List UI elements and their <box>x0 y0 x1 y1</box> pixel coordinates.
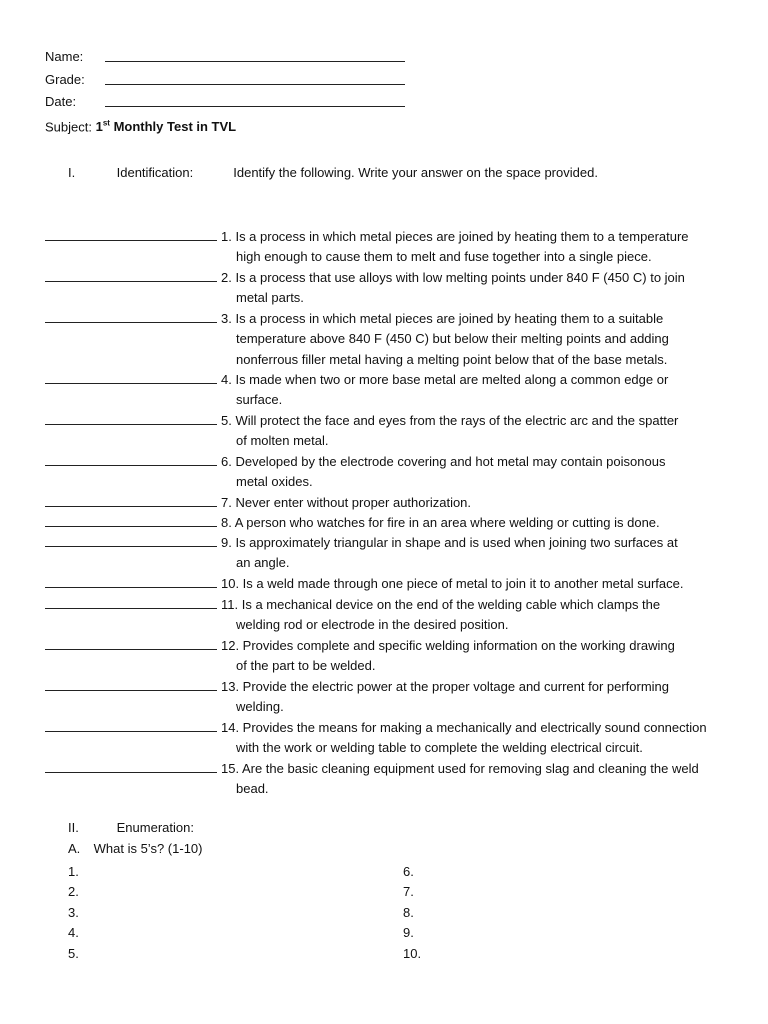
item-text <box>221 574 741 594</box>
section-title: Enumeration: <box>116 820 194 835</box>
item-line: 1. Is a process in which metal pieces are joined by heating them to a temperature <box>221 229 689 244</box>
name-label: Name: <box>45 49 84 64</box>
section-instruction: Identify the following. Write your answer on the space provided. <box>233 165 598 180</box>
item-line: 14. Provides the means for making a mechanically and electrically sound connection <box>221 720 707 735</box>
answer-blank-line[interactable] <box>45 772 217 773</box>
item-line: temperature above 840 F (450 C) but below their melting points and adding <box>236 331 669 347</box>
section-number: I. <box>68 165 76 180</box>
enumeration-number: 9. <box>403 925 414 941</box>
answer-blank-line[interactable] <box>45 424 217 425</box>
item-line: metal oxides. <box>236 474 313 490</box>
item-line: welding. <box>236 699 284 715</box>
section-title: Identification: <box>116 165 194 180</box>
item-line: 7. Never enter without proper authorization. <box>221 495 472 510</box>
date-row <box>45 93 105 110</box>
item-text <box>221 677 741 718</box>
subject-title: 1st Monthly Test in TVL <box>95 119 237 135</box>
item-text <box>221 309 741 370</box>
item-line: 13. Provide the electric power at the proper voltage and current for performing <box>221 679 670 694</box>
subject-row <box>45 115 236 135</box>
answer-blank-line[interactable] <box>45 506 217 507</box>
item-line: 15. Are the basic cleaning equipment used for removing slag and cleaning the weld <box>221 761 699 776</box>
item-text <box>221 636 741 677</box>
name-row <box>45 48 105 65</box>
item-line: with the work or welding table to complete the welding electrical circuit. <box>236 740 643 756</box>
enumeration-right-column <box>403 862 421 964</box>
item-line: 3. Is a process in which metal pieces are joined by heating them to a suitable <box>221 311 664 326</box>
answer-blank-line[interactable] <box>45 526 217 527</box>
item-line: bead. <box>236 781 269 797</box>
answer-blank-line[interactable] <box>45 465 217 466</box>
question-text: What is 5’s? (1-10) <box>93 841 203 856</box>
item-line: nonferrous filler metal having a melting point below that of the base metals. <box>236 351 668 367</box>
item-line: 4. Is made when two or more base metal are melted along a common edge or <box>221 372 669 387</box>
name-blank-line[interactable] <box>105 61 405 62</box>
item-line: 6. Developed by the electrode covering and hot metal may contain poisonous <box>221 454 666 469</box>
item-text <box>221 268 741 309</box>
item-line: an angle. <box>236 555 290 571</box>
item-line: metal parts. <box>236 290 304 306</box>
enumeration-number: 1. <box>68 864 79 879</box>
grade-row <box>45 71 105 88</box>
date-label: Date: <box>45 94 77 109</box>
item-line: 12. Provides complete and specific welding information on the working drawing <box>221 638 675 653</box>
answer-blank-line[interactable] <box>45 608 217 609</box>
item-text <box>221 411 741 452</box>
item-line: 10. Is a weld made through one piece of metal to join it to another metal surface. <box>221 576 684 591</box>
enumeration-number: 5. <box>68 945 79 961</box>
item-text <box>221 370 741 411</box>
item-text <box>221 452 741 493</box>
item-line: 5. Will protect the face and eyes from the rays of the electric arc and the spatter <box>221 413 679 428</box>
enumeration-number: 2. <box>68 884 79 900</box>
item-text <box>221 533 741 574</box>
answer-blank-line[interactable] <box>45 731 217 732</box>
section-enumeration-heading <box>68 820 194 835</box>
answer-blank-line[interactable] <box>45 240 217 241</box>
grade-blank-line[interactable] <box>105 84 405 85</box>
enumeration-number: 6. <box>403 864 414 879</box>
item-line: of the part to be welded. <box>236 658 376 674</box>
item-line: 8. A person who watches for fire in an area where welding or cutting is done. <box>221 515 660 530</box>
item-line: surface. <box>236 392 283 408</box>
enumeration-question <box>68 841 202 856</box>
subject-label: Subject: <box>45 119 92 135</box>
answer-blank-line[interactable] <box>45 649 217 650</box>
item-line: high enough to cause them to melt and fuse together into a single piece. <box>236 249 652 265</box>
item-text <box>221 513 741 533</box>
answer-blank-line[interactable] <box>45 383 217 384</box>
answer-blank-line[interactable] <box>45 546 217 547</box>
item-text <box>221 718 741 759</box>
section-identification-heading <box>68 165 598 180</box>
enumeration-number: 4. <box>68 925 79 941</box>
section-number: II. <box>68 820 79 835</box>
answer-blank-line[interactable] <box>45 281 217 282</box>
answer-blank-line[interactable] <box>45 587 217 588</box>
item-line: welding rod or electrode in the desired position. <box>236 617 509 633</box>
enumeration-left-column <box>68 862 79 964</box>
item-text <box>221 595 741 636</box>
answer-blank-line[interactable] <box>45 322 217 323</box>
item-line: of molten metal. <box>236 433 329 449</box>
item-line: 9. Is approximately triangular in shape and is used when joining two surfaces at <box>221 535 678 550</box>
question-letter: A. <box>68 841 81 856</box>
item-text <box>221 227 741 268</box>
enumeration-number: 8. <box>403 904 414 920</box>
item-text <box>221 759 741 800</box>
item-line: 11. Is a mechanical device on the end of the welding cable which clamps the <box>221 597 661 612</box>
item-line: 2. Is a process that use alloys with low melting points under 840 F (450 C) to join <box>221 270 685 285</box>
answer-blank-line[interactable] <box>45 690 217 691</box>
grade-label: Grade: <box>45 72 85 87</box>
date-blank-line[interactable] <box>105 106 405 107</box>
enumeration-number: 10. <box>403 945 422 961</box>
item-text <box>221 493 741 513</box>
enumeration-number: 7. <box>403 884 414 900</box>
enumeration-number: 3. <box>68 904 79 920</box>
